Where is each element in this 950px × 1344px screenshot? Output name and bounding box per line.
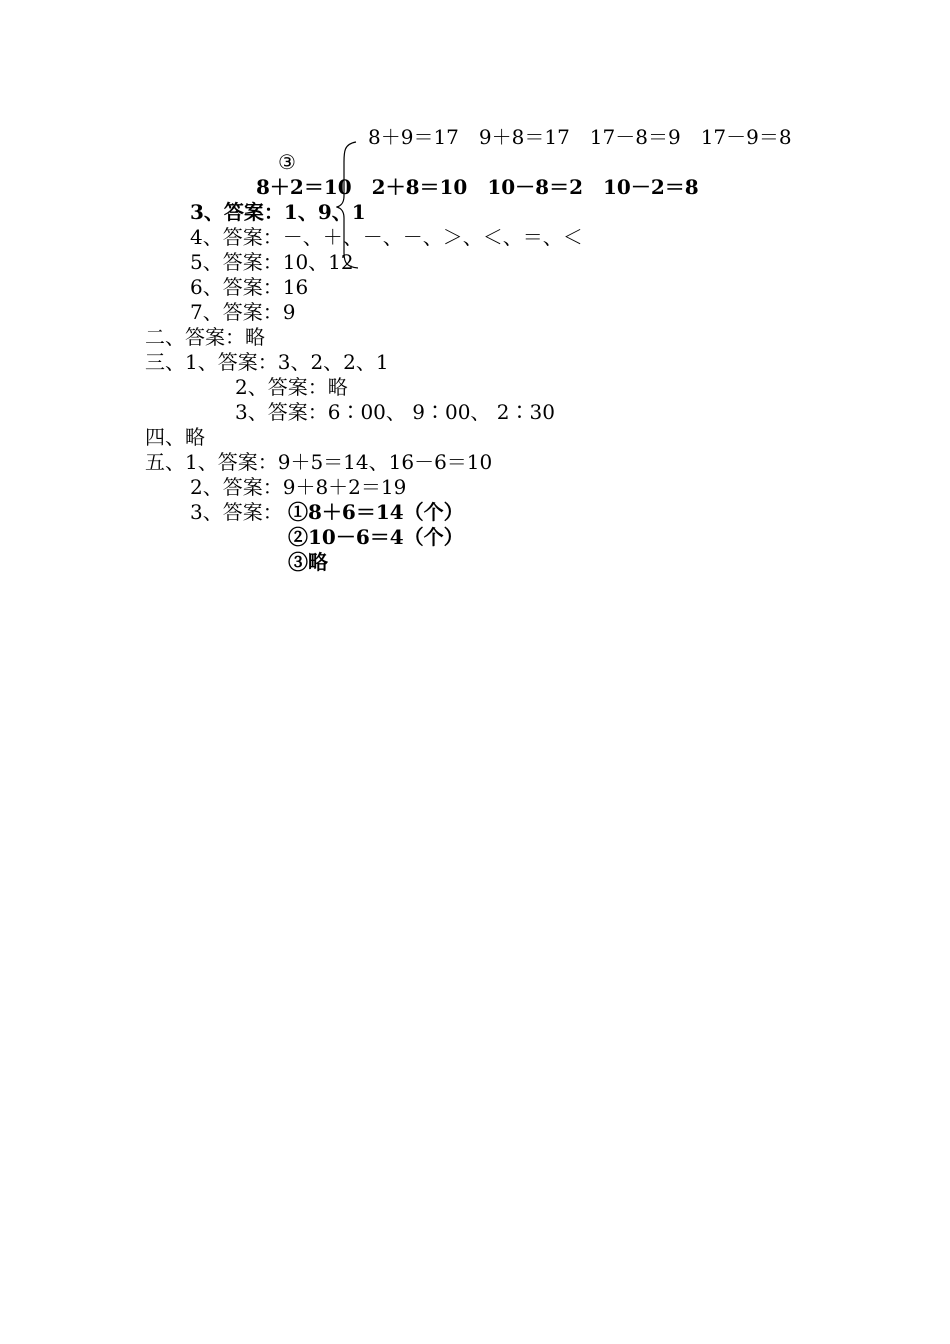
equations-row-top: 8＋9＝17 9＋8＝17 17－8＝9 17－9＝8 — [368, 125, 792, 149]
section-3-item-3: 3、答案：6∶00、 9∶00、 2∶30 — [235, 400, 555, 424]
answer-item-5: 5、答案：10、12 — [190, 250, 354, 274]
answer-item-4: 4、答案：－、＋、－、－、＞、＜、＝、＜ — [190, 225, 583, 249]
answer-item-7: 7、答案：9 — [190, 300, 296, 324]
circle-3-marker: ③ — [278, 150, 296, 174]
section-5-item-3-part-3: ③略 — [288, 550, 328, 574]
section-5-item-3-prefix: 3、答案： — [190, 500, 283, 524]
section-2: 二、答案：略 — [145, 325, 265, 349]
section-3-item-1: 三、1、答案：3、2、2、1 — [145, 350, 389, 374]
section-4: 四、略 — [145, 425, 205, 449]
section-5-item-1: 五、1、答案：9＋5＝14、16－6＝10 — [145, 450, 493, 474]
section-5-item-3-part-2: ②10－6＝4（个） — [288, 525, 464, 549]
section-5-item-3-part-1: ①8＋6＝14（个） — [288, 500, 464, 524]
section-5-item-2: 2、答案：9＋8＋2＝19 — [190, 475, 407, 499]
section-3-item-2: 2、答案：略 — [235, 375, 348, 399]
equations-row-bottom: 8＋2＝10 2＋8＝10 10－8＝2 10－2＝8 — [256, 175, 699, 199]
answer-item-3: 3、答案：1、9、1 — [190, 200, 366, 224]
answer-item-6: 6、答案：16 — [190, 275, 309, 299]
